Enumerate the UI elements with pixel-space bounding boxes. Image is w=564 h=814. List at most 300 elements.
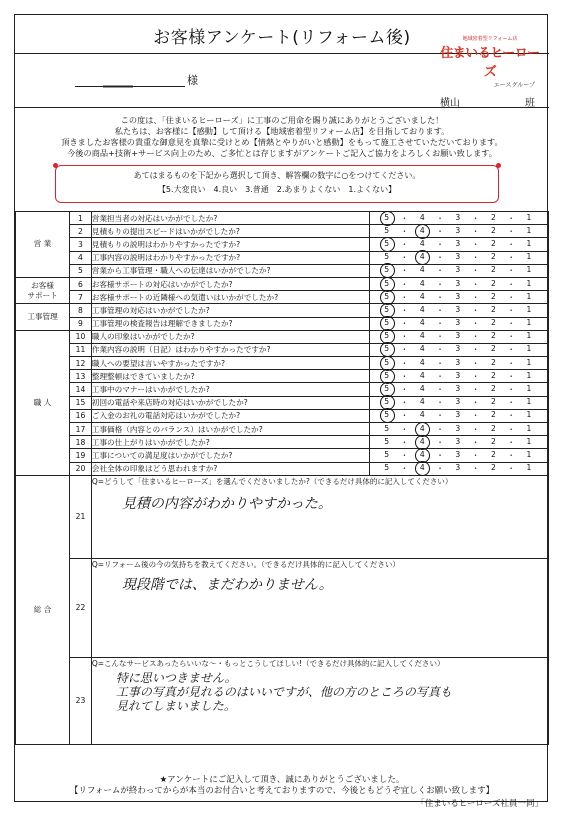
scale-separator: ・ xyxy=(436,371,444,381)
question-number: 5 xyxy=(70,264,92,277)
question-row xyxy=(16,370,549,383)
scale-separator: ・ xyxy=(400,437,409,447)
rating-option[interactable]: 2 xyxy=(490,278,496,288)
scale-separator: ・ xyxy=(400,398,409,408)
scale-separator: ・ xyxy=(471,398,480,408)
question-number: 10 xyxy=(70,330,92,343)
rating-scale xyxy=(369,343,548,356)
free-question: Q=リフォーム後の今の気持ちを教えてください。（できるだけ具体的に記入してください） xyxy=(91,559,400,569)
free-question: Q=こんなサービスあったらいいな～・もっとこうしてほしい!（できるだけ具体的に記入してください） xyxy=(91,658,445,668)
rating-option[interactable]: 2 xyxy=(490,252,496,262)
footer-thanks: ★アンケートにご記入して頂き、誠にありがとうございました。 xyxy=(159,775,405,785)
scale-separator: ・ xyxy=(400,358,409,368)
scale-separator: ・ xyxy=(507,437,515,447)
scale-separator: ・ xyxy=(436,226,444,236)
free-answer-cell[interactable] xyxy=(91,657,548,744)
scale-separator: ・ xyxy=(471,424,480,434)
rating-option[interactable]: 2 xyxy=(490,225,496,235)
scale-separator: ・ xyxy=(471,239,480,249)
scale-separator: ・ xyxy=(507,319,515,329)
question-text: 職人への要望は言いやすかったですか? xyxy=(91,357,369,370)
rating-scale xyxy=(369,251,548,264)
rating-scale xyxy=(369,462,548,475)
scale-separator: ・ xyxy=(471,464,480,474)
question-text: 工事についての満足度はいかがでしたか? xyxy=(91,449,369,462)
scale-separator: ・ xyxy=(400,371,409,381)
scale-separator: ・ xyxy=(400,345,409,355)
scale-separator: ・ xyxy=(471,305,480,315)
company-logo xyxy=(435,35,545,89)
rating-option[interactable]: 1 xyxy=(526,436,532,446)
question-text: ご入金のお礼の電話対応はいかがでしたか? xyxy=(91,409,369,422)
rating-option-selected[interactable]: 5 xyxy=(380,213,394,224)
question-number: 9 xyxy=(70,317,92,330)
question-number: 13 xyxy=(70,370,92,383)
rating-option-selected[interactable]: 5 xyxy=(380,279,394,290)
rating-option[interactable]: 3 xyxy=(455,331,461,341)
team-suffix: 班 xyxy=(525,98,535,109)
rating-option[interactable]: 2 xyxy=(490,449,496,459)
rating-option-selected[interactable]: 5 xyxy=(380,331,394,342)
rating-option[interactable]: 2 xyxy=(490,397,496,407)
scale-separator: ・ xyxy=(400,305,409,315)
rating-option[interactable]: 3 xyxy=(455,238,461,248)
rating-option[interactable]: 1 xyxy=(526,331,532,341)
scale-separator: ・ xyxy=(471,319,480,329)
scale-separator: ・ xyxy=(400,319,409,329)
question-text: 作業内容の説明（日記）はわかりやすかったですか? xyxy=(91,343,369,356)
question-row xyxy=(16,277,549,290)
scale-separator: ・ xyxy=(471,279,480,289)
rating-scale xyxy=(369,436,548,449)
question-number: 15 xyxy=(70,396,92,409)
scale-separator: ・ xyxy=(436,437,444,447)
rating-option-selected[interactable]: 4 xyxy=(415,450,429,461)
question-row xyxy=(16,449,549,462)
rating-option[interactable]: 3 xyxy=(455,384,461,394)
rating-option-selected[interactable]: 4 xyxy=(415,252,429,263)
rating-option-selected[interactable]: 5 xyxy=(380,410,394,421)
rating-option[interactable]: 4 xyxy=(419,291,425,301)
scale-separator: ・ xyxy=(471,213,480,223)
scale-separator: ・ xyxy=(471,450,480,460)
scale-separator: ・ xyxy=(400,424,409,434)
footer-signature: 「住まいるヒーローズ社員一同」 xyxy=(416,799,543,809)
question-text: 職人の印象はいかがでしたか? xyxy=(91,330,369,343)
handwritten-line: 見れてしまいました。 xyxy=(115,698,236,713)
question-text: 会社全体の印象はどう思われますか? xyxy=(91,462,369,475)
intro-text xyxy=(15,115,549,159)
question-number: 6 xyxy=(70,277,92,290)
free-answer-cell[interactable] xyxy=(91,475,548,558)
rating-scale xyxy=(369,277,548,290)
rating-option[interactable]: 2 xyxy=(490,423,496,433)
category-construction: 工事管理 xyxy=(16,304,70,330)
question-number: 16 xyxy=(70,409,92,422)
rating-scale xyxy=(369,330,548,343)
rating-option[interactable]: 3 xyxy=(455,463,461,473)
question-number: 18 xyxy=(70,436,92,449)
scale-separator: ・ xyxy=(507,239,515,249)
question-number: 23 xyxy=(70,657,92,744)
scale-separator: ・ xyxy=(507,226,515,236)
question-row xyxy=(16,330,549,343)
scale-separator: ・ xyxy=(436,213,444,223)
instruction-line: あてはまるものを下記から選択して頂き、解答欄の数字に○をつけてください。 xyxy=(133,171,421,180)
scale-separator: ・ xyxy=(400,266,409,276)
scale-separator: ・ xyxy=(507,464,515,474)
rating-scale xyxy=(369,304,548,317)
footer-message: 【リフォームが終わってからが本当のお付合いと考えておりますので、今後ともどうぞ宜しくお願い致します】 xyxy=(69,786,495,796)
rating-option[interactable]: 1 xyxy=(526,238,532,248)
scale-separator: ・ xyxy=(436,292,444,302)
rating-option[interactable]: 3 xyxy=(455,423,461,433)
scale-separator: ・ xyxy=(400,411,409,421)
rating-option[interactable]: 3 xyxy=(455,344,461,354)
rating-option[interactable]: 1 xyxy=(526,423,532,433)
rating-option[interactable]: 1 xyxy=(526,265,532,275)
scale-separator: ・ xyxy=(400,226,409,236)
scale-separator: ・ xyxy=(507,266,515,276)
handwritten-line: 特に思いつきません。 xyxy=(115,670,237,685)
question-row xyxy=(16,383,549,396)
rating-option[interactable]: 2 xyxy=(490,463,496,473)
scale-separator: ・ xyxy=(507,279,515,289)
question-text: 工事価格（内容とのバランス）はいかがでしたか? xyxy=(91,423,369,436)
rating-option-selected[interactable]: 4 xyxy=(415,437,429,448)
scale-separator: ・ xyxy=(471,292,480,302)
rating-option[interactable]: 2 xyxy=(490,344,496,354)
question-number: 14 xyxy=(70,383,92,396)
scale-separator: ・ xyxy=(400,385,409,395)
rating-option[interactable]: 1 xyxy=(526,357,532,367)
question-row xyxy=(16,423,549,436)
scale-separator: ・ xyxy=(507,398,515,408)
rating-option[interactable]: 1 xyxy=(526,291,532,301)
question-number: 11 xyxy=(70,343,92,356)
corner-dot xyxy=(496,163,501,168)
question-number: 21 xyxy=(70,475,92,558)
scale-separator: ・ xyxy=(400,464,409,474)
intro-line: 頂きましたお客様の貴重な御意見を真摯に受けとめ【情熱とやりがいと感動】をもって施工させていただいております。 xyxy=(61,137,503,147)
scale-separator: ・ xyxy=(471,358,480,368)
question-row xyxy=(16,225,549,238)
rating-option[interactable]: 3 xyxy=(455,410,461,420)
question-row xyxy=(16,436,549,449)
free-answer-row xyxy=(16,475,549,558)
category-support: お客様 サポート xyxy=(16,277,70,303)
rating-option[interactable]: 2 xyxy=(490,357,496,367)
question-number: 17 xyxy=(70,423,92,436)
rating-option[interactable]: 1 xyxy=(526,318,532,328)
staff-name: 横山 xyxy=(440,98,460,109)
scale-separator: ・ xyxy=(507,424,515,434)
question-text: 工事中のマナーはいかがでしたか? xyxy=(91,383,369,396)
rating-option[interactable]: 1 xyxy=(526,212,532,222)
scale-separator: ・ xyxy=(507,345,515,355)
scale-separator: ・ xyxy=(507,292,515,302)
scale-separator: ・ xyxy=(471,411,480,421)
rating-option[interactable]: 4 xyxy=(419,212,425,222)
form-title: お客様アンケート(リフォーム後) xyxy=(153,28,411,48)
rating-option[interactable]: 4 xyxy=(419,265,425,275)
rating-option[interactable]: 3 xyxy=(455,278,461,288)
rating-option-selected[interactable]: 5 xyxy=(380,397,394,408)
rating-option[interactable]: 4 xyxy=(419,370,425,380)
rating-option[interactable]: 1 xyxy=(526,278,532,288)
rating-scale xyxy=(369,291,548,304)
question-row xyxy=(16,251,549,264)
scale-separator: ・ xyxy=(507,371,515,381)
rating-scale xyxy=(369,357,548,370)
rating-option[interactable]: 1 xyxy=(526,410,532,420)
rating-option-selected[interactable]: 5 xyxy=(380,239,394,250)
scale-separator: ・ xyxy=(507,358,515,368)
category-overall: 総 合 xyxy=(16,475,70,744)
question-number: 22 xyxy=(70,558,92,657)
rating-option-selected[interactable]: 5 xyxy=(380,384,394,395)
rating-option[interactable]: 2 xyxy=(490,318,496,328)
rating-scale xyxy=(369,396,548,409)
scale-separator: ・ xyxy=(436,239,444,249)
scale-separator: ・ xyxy=(507,253,515,263)
rating-option-selected[interactable]: 5 xyxy=(380,371,394,382)
intro-line: 今後の商品+技術+サービス向上のため、ご多忙とは存じますがアンケートご記入ご協力をよろしくお願い致します。 xyxy=(67,148,497,158)
scale-separator: ・ xyxy=(436,424,444,434)
rating-option[interactable]: 1 xyxy=(526,463,532,473)
rating-scale xyxy=(369,317,548,330)
scale-separator: ・ xyxy=(436,319,444,329)
question-text: お客様サポートの対応はいかがでしたか? xyxy=(91,277,369,290)
rating-option[interactable]: 3 xyxy=(455,304,461,314)
scale-separator: ・ xyxy=(436,279,444,289)
intro-line: 私たちは、お客様に【感動】して頂ける【地域密着型リフォーム店】を目指しております。 xyxy=(114,126,450,136)
scale-separator: ・ xyxy=(436,358,444,368)
question-text: 整理整頓はできていましたか? xyxy=(91,370,369,383)
rating-option[interactable]: 4 xyxy=(419,304,425,314)
free-answer-row xyxy=(16,657,549,744)
question-text: 工事の仕上がりはいかがでしたか? xyxy=(91,436,369,449)
question-number: 7 xyxy=(70,291,92,304)
rating-option[interactable]: 2 xyxy=(490,410,496,420)
question-row xyxy=(16,409,549,422)
rating-option[interactable]: 1 xyxy=(526,304,532,314)
question-number: 8 xyxy=(70,304,92,317)
rating-option[interactable]: 3 xyxy=(455,265,461,275)
rating-option[interactable]: 1 xyxy=(526,384,532,394)
rating-legend: 【5.大変良い 4.良い 3.普通 2.あまりよくない 1.よくない】 xyxy=(157,185,397,194)
rating-option[interactable]: 4 xyxy=(419,238,425,248)
rating-option[interactable]: 3 xyxy=(455,318,461,328)
scale-separator: ・ xyxy=(507,411,515,421)
question-number: 19 xyxy=(70,449,92,462)
rating-scale xyxy=(369,238,548,251)
scale-separator: ・ xyxy=(471,266,480,276)
rating-scale xyxy=(369,212,548,225)
rating-scale xyxy=(369,383,548,396)
rating-option[interactable]: 4 xyxy=(419,397,425,407)
scale-separator: ・ xyxy=(436,398,444,408)
rating-option[interactable]: 1 xyxy=(526,397,532,407)
question-number: 2 xyxy=(70,225,92,238)
question-number: 4 xyxy=(70,251,92,264)
scale-separator: ・ xyxy=(436,266,444,276)
question-text: 見積もりの説明はわかりやすかったですか? xyxy=(91,238,369,251)
question-row xyxy=(16,291,549,304)
rating-scale xyxy=(369,264,548,277)
rating-option-selected[interactable]: 4 xyxy=(415,226,429,237)
scale-separator: ・ xyxy=(400,213,409,223)
rating-option[interactable]: 3 xyxy=(455,397,461,407)
scale-separator: ・ xyxy=(507,450,515,460)
question-row xyxy=(16,317,549,330)
rating-option[interactable]: 1 xyxy=(526,370,532,380)
rating-option[interactable]: 1 xyxy=(526,252,532,262)
scale-separator: ・ xyxy=(400,450,409,460)
rating-option[interactable]: 3 xyxy=(455,357,461,367)
corner-dot xyxy=(53,163,58,168)
rating-option[interactable]: 3 xyxy=(455,252,461,262)
scale-separator: ・ xyxy=(507,332,515,342)
rating-option[interactable]: 2 xyxy=(490,304,496,314)
rating-option[interactable]: 1 xyxy=(526,225,532,235)
question-text: 見積もりの提出スピードはいかがでしたか? xyxy=(91,225,369,238)
rating-option[interactable]: 5 xyxy=(384,463,390,473)
question-text: 工事内容の説明はわかりやすかったですか? xyxy=(91,251,369,264)
rating-option[interactable]: 5 xyxy=(384,449,390,459)
scale-separator: ・ xyxy=(436,305,444,315)
rating-option[interactable]: 3 xyxy=(455,370,461,380)
rating-option[interactable]: 5 xyxy=(384,225,390,235)
scale-separator: ・ xyxy=(436,464,444,474)
question-text: 工事管理の対応はいかがでしたか? xyxy=(91,304,369,317)
scale-separator: ・ xyxy=(471,385,480,395)
rating-option-selected[interactable]: 5 xyxy=(380,344,394,355)
rating-option[interactable]: 4 xyxy=(419,410,425,420)
scale-separator: ・ xyxy=(436,332,444,342)
logo-name: 住まいるヒーローズ xyxy=(440,46,540,80)
customer-name-line xyxy=(75,86,185,87)
question-row xyxy=(16,343,549,356)
rating-scale xyxy=(369,423,548,436)
question-text: 営業担当者の対応はいかがでしたか? xyxy=(91,212,369,225)
scale-separator: ・ xyxy=(436,385,444,395)
scale-separator: ・ xyxy=(507,213,515,223)
rating-option[interactable]: 1 xyxy=(526,449,532,459)
scale-separator: ・ xyxy=(436,450,444,460)
rating-option-selected[interactable]: 5 xyxy=(380,292,394,303)
rating-option-selected[interactable]: 4 xyxy=(415,463,429,474)
free-answer-row xyxy=(16,558,549,657)
rating-option[interactable]: 2 xyxy=(490,370,496,380)
question-number: 12 xyxy=(70,357,92,370)
rating-option[interactable]: 4 xyxy=(419,318,425,328)
rating-option[interactable]: 2 xyxy=(490,265,496,275)
scale-separator: ・ xyxy=(400,239,409,249)
rating-option[interactable]: 2 xyxy=(490,238,496,248)
rating-option[interactable]: 3 xyxy=(455,449,461,459)
rating-option-selected[interactable]: 5 xyxy=(380,305,394,316)
rating-option-selected[interactable]: 5 xyxy=(380,358,394,369)
rating-option[interactable]: 2 xyxy=(490,384,496,394)
rating-option[interactable]: 3 xyxy=(455,291,461,301)
logo-tagline: 地域密着型リフォーム店 xyxy=(462,36,518,42)
scale-separator: ・ xyxy=(471,371,480,381)
rating-option[interactable]: 3 xyxy=(455,212,461,222)
question-row xyxy=(16,212,549,225)
question-row xyxy=(16,238,549,251)
scale-separator: ・ xyxy=(400,292,409,302)
question-row xyxy=(16,357,549,370)
question-row xyxy=(16,264,549,277)
rating-option[interactable]: 5 xyxy=(384,252,390,262)
footer xyxy=(15,775,549,797)
scale-separator: ・ xyxy=(507,385,515,395)
handwritten-answer xyxy=(116,671,548,713)
rating-option[interactable]: 2 xyxy=(490,436,496,446)
instruction-box xyxy=(55,165,499,203)
intro-line: この度は、「住まいるヒーローズ」に工事のご用命を賜り誠にありがとうございました！ xyxy=(120,115,444,125)
rating-option-selected[interactable]: 5 xyxy=(380,318,394,329)
question-row xyxy=(16,462,549,475)
question-text: 初回の電話や来店時の対応はいかがでしたか? xyxy=(91,396,369,409)
scale-separator: ・ xyxy=(436,253,444,263)
scale-separator: ・ xyxy=(436,345,444,355)
question-text: 工事管理の検査報告は理解できましたか? xyxy=(91,317,369,330)
rating-option[interactable]: 1 xyxy=(526,344,532,354)
question-number: 1 xyxy=(70,212,92,225)
scale-separator: ・ xyxy=(400,253,409,263)
rating-option[interactable]: 5 xyxy=(384,423,390,433)
rating-option[interactable]: 5 xyxy=(384,436,390,446)
rating-scale xyxy=(369,370,548,383)
questionnaire-table xyxy=(15,211,549,745)
scale-separator: ・ xyxy=(471,226,480,236)
question-row xyxy=(16,396,549,409)
scale-separator: ・ xyxy=(400,279,409,289)
rating-option[interactable]: 4 xyxy=(419,331,425,341)
rating-scale xyxy=(369,449,548,462)
rating-option[interactable]: 4 xyxy=(419,278,425,288)
rating-option[interactable]: 2 xyxy=(490,291,496,301)
rating-option-selected[interactable]: 4 xyxy=(415,424,429,435)
rating-option[interactable]: 4 xyxy=(419,357,425,367)
question-text: お客様サポートの近隣様への気遣いはいかがでしたか? xyxy=(91,291,369,304)
rating-option[interactable]: 2 xyxy=(490,331,496,341)
handwritten-answer: 現段階では、まだわかりません。 xyxy=(121,576,333,593)
rating-option[interactable]: 3 xyxy=(455,436,461,446)
scale-separator: ・ xyxy=(471,345,480,355)
category-sales: 営 業 xyxy=(16,212,70,278)
free-answer-cell[interactable] xyxy=(91,558,548,657)
category-craftsman: 職 人 xyxy=(16,330,70,475)
customer-honorific: 様 xyxy=(187,74,198,87)
rating-option-selected[interactable]: 5 xyxy=(380,265,394,276)
logo-group: エースグループ xyxy=(493,82,535,89)
rating-option[interactable]: 4 xyxy=(419,384,425,394)
rating-option[interactable]: 4 xyxy=(419,344,425,354)
staff-divider xyxy=(15,107,549,108)
rating-option[interactable]: 2 xyxy=(490,212,496,222)
scale-separator: ・ xyxy=(471,437,480,447)
rating-scale xyxy=(369,409,548,422)
scale-separator: ・ xyxy=(400,332,409,342)
question-number: 20 xyxy=(70,462,92,475)
rating-option[interactable]: 3 xyxy=(455,225,461,235)
rating-scale xyxy=(369,225,548,238)
scale-separator: ・ xyxy=(507,305,515,315)
scale-separator: ・ xyxy=(471,332,480,342)
